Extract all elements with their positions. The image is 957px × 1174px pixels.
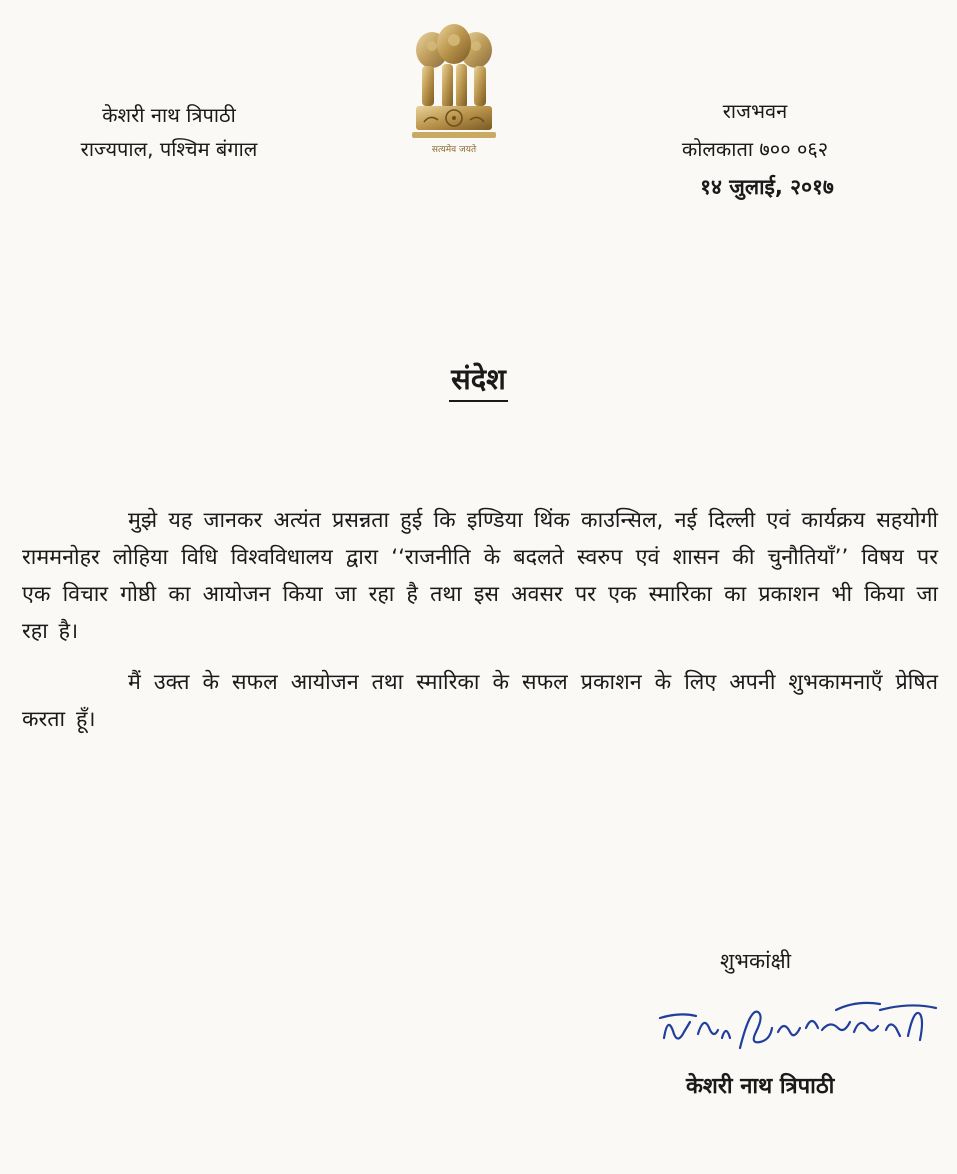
emblem-icon	[402, 22, 506, 160]
paragraph: मैं उक्त के सफल आयोजन तथा स्मारिका के सफल प्रकाशन के लिए अपनी शुभकामनाएँ प्रेषित करता हूँ।	[22, 670, 938, 732]
address-block	[640, 92, 870, 206]
heading-text: संदेश	[449, 360, 508, 402]
sender-title: राज्यपाल, पश्चिम बंगाल	[80, 137, 258, 161]
closing-salutation: शुभकांक्षी	[720, 949, 792, 973]
message-body	[22, 502, 938, 738]
letter-date: १४ जुलाई, २०१७	[700, 175, 834, 199]
emblem-motto: सत्यमेव जयते	[431, 145, 477, 155]
office-name: राजभवन	[722, 99, 788, 123]
city-pin: कोलकाता ७०० ०६२	[681, 137, 829, 161]
page-title	[0, 360, 957, 402]
sender-block	[54, 98, 284, 166]
paragraph: मुझे यह जानकर अत्यंत प्रसन्नता हुई कि इण्डिया थिंक काउन्सिल, नई दिल्ली एवं कार्यक्रय सहयोगी राममनोहर लोहिया विधि विश्वविधालय द्वारा ‘‘राजनीति के बदलते स्वरुप एवं शासन की चुनौतियाँ’’ विषय पर एक विचार गोष्ठी का आयोजन किया जा रहा है तथा इस अवसर पर एक स्मारिका का प्रकाशन भी किया जा रहा है।	[22, 508, 938, 644]
sender-name: केशरी नाथ त्रिपाठी	[102, 103, 236, 127]
signature	[650, 988, 950, 1060]
signatory-name: केशरी नाथ त्रिपाठी	[686, 1074, 835, 1099]
